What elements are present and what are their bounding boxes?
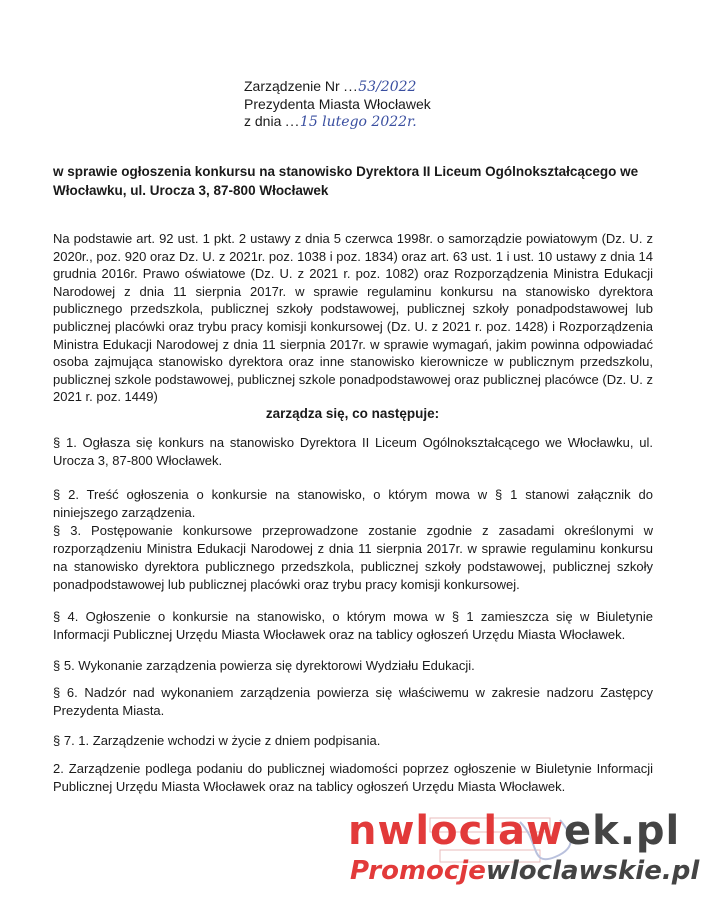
watermark-logo	[340, 808, 700, 898]
decree-number-line	[244, 78, 431, 96]
decree-date-label: z dnia	[244, 113, 286, 129]
decree-number-label: Zarządzenie Nr	[244, 78, 344, 94]
decree-number-handwritten: 53/2022	[358, 79, 417, 95]
paragraph-7: § 7. 1. Zarządzenie wchodzi w życie z dniem podpisania.	[53, 733, 381, 748]
paragraph-7-2: 2. Zarządzenie podlega podaniu do publicznej wiadomości poprzez ogłoszenie w Biuletynie Informacji Publicznej Urzędu Miasta Włocławek oraz na tablicy ogłoszeń Urzędu Miasta Włocławek.	[53, 761, 653, 794]
decree-date-dots: ...	[285, 113, 300, 129]
decree-heading: zarządza się, co następuje:	[265, 406, 440, 421]
watermark-line-2-gray: wloclawskie.pl	[485, 856, 700, 886]
decree-number-dots: ...	[343, 78, 359, 94]
decree-date-handwritten: 15 lutego 2022r.	[299, 114, 417, 130]
paragraph-5: § 5. Wykonanie zarządzenia powierza się dyrektorowi Wydziału Edukacji.	[53, 658, 475, 673]
decree-date-line	[244, 113, 431, 131]
watermark-line-1-gray: ek.pl	[564, 808, 681, 854]
paragraph-6: § 6. Nadzór nad wykonaniem zarządzenia powierza się właściwemu w zakresie nadzoru Zastępcy Prezydenta Miasta.	[53, 685, 653, 718]
decree-issuer: Prezydenta Miasta Włocławek	[244, 96, 431, 112]
watermark-line-1-red: nwloclaw	[348, 808, 564, 854]
paragraph-1: § 1. Ogłasza się konkurs na stanowisko Dyrektora II Liceum Ogólnokształcącego we Włocławku, ul. Urocza 3, 87-800 Włocławek.	[53, 435, 653, 468]
paragraph-2: § 2. Treść ogłoszenia o konkursie na stanowisko, o którym mowa w § 1 stanowi załącznik do niniejszego zarządzenia.	[53, 487, 653, 520]
watermark-line-2-red: Promocje	[350, 856, 486, 886]
decree-header	[244, 78, 431, 131]
decree-subject: w sprawie ogłoszenia konkursu na stanowisko Dyrektora II Liceum Ogólnokształcącego we Włocławku, ul. Urocza 3, 87-800 Włocławek	[53, 164, 639, 198]
paragraph-4: § 4. Ogłoszenie o konkursie na stanowisko, o którym mowa w § 1 zamieszcza się w Biuletynie Informacji Publicznej Urzędu Miasta Włocławek oraz na tablicy ogłoszeń Urzędu Miasta Włocławek.	[53, 609, 653, 642]
paragraph-3: § 3. Postępowanie konkursowe przeprowadzone zostanie zgodnie z zasadami określonymi w rozporządzeniu Ministra Edukacji Narodowej z dnia 11 sierpnia 2017r. w sprawie regulaminu konkursu na stanowisko dyrektora publicznego przedszkola, publicznej szkoły podstawowej, publicznej szkoły ponadpodstawowej lub publicznej placówki oraz trybu pracy komisji konkursowej.	[53, 523, 653, 592]
watermark-line-2	[350, 856, 699, 886]
legal-basis-preamble: Na podstawie art. 92 ust. 1 pkt. 2 ustawy z dnia 5 czerwca 1998r. o samorządzie powiatowym (Dz. U. z 2020r., poz. 920 oraz Dz. U. z 2021r. poz. 1038 i poz. 1834) oraz art. 63 ust. 1 i ust. 10 ustawy z dnia 14 grudnia 2016r. Prawo oświatowe (Dz. U. z 2021 r. poz. 1082) oraz Rozporządzenia Ministra Edukacji Narodowej z dnia 11 sierpnia 2017r. w sprawie regulaminu konkursu na stanowisko dyrektora publicznego przedszkola, publicznej szkoły podstawowej, publicznej szkoły ponadpodstawowej lub publicznej placówki oraz trybu pracy komisji konkursowej (Dz. U. z 2021 r. poz. 1428) i Rozporządzenia Ministra Edukacji Narodowej z dnia 11 sierpnia 2017r. w sprawie wymagań, jakim powinna odpowiadać osoba zajmująca stanowisko dyrektora oraz inne stanowisko kierownicze w publicznym przedszkolu, publicznej szkole podstawowej, publicznej szkole ponadpodstawowej oraz publicznej placówce (Dz. U. z 2021 r. poz. 1449)	[53, 231, 653, 405]
watermark-line-1	[348, 808, 680, 854]
